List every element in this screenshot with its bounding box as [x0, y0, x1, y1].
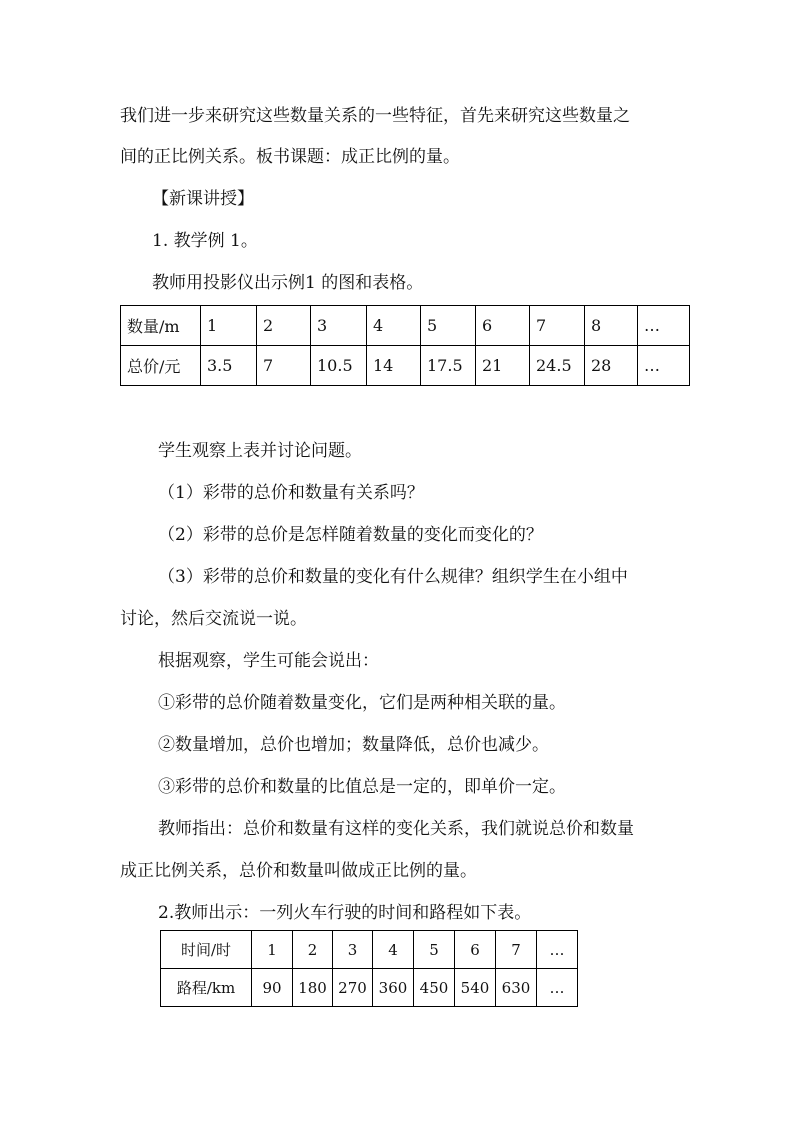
table-cell: 1 — [201, 306, 257, 346]
table-cell: 6 — [476, 306, 530, 346]
table-cell: 90 — [252, 969, 293, 1007]
table-cell: 总价/元 — [121, 346, 201, 386]
time-distance-table — [160, 930, 578, 1007]
table-cell: … — [638, 346, 690, 386]
table-cell: 7 — [496, 931, 537, 969]
table-cell: 14 — [367, 346, 421, 386]
table-cell: 路程/km — [161, 969, 252, 1007]
table-cell: 21 — [476, 346, 530, 386]
answer-1: ①彩带的总价随着数量变化，它们是两种相关联的量。 — [158, 693, 566, 713]
table-cell: 3 — [311, 306, 367, 346]
price-quantity-table — [120, 305, 690, 386]
table-cell: 360 — [373, 969, 414, 1007]
table-cell: 2 — [293, 931, 333, 969]
table-row — [161, 969, 578, 1007]
table-cell: 10.5 — [311, 346, 367, 386]
table-cell: 180 — [293, 969, 333, 1007]
teacher-note-line-1: 教师指出：总价和数量有这样的变化关系，我们就说总价和数量 — [158, 819, 634, 839]
question-2: （2）彩带的总价是怎样随着数量的变化而变化的？ — [158, 525, 543, 545]
question-1: （1）彩带的总价和数量有关系吗？ — [158, 483, 424, 503]
intro-line-1: 我们进一步来研究这些数量关系的一些特征，首先来研究这些数量之 — [120, 106, 630, 126]
table-cell: 3 — [333, 931, 373, 969]
example2-title: 2.教师出示：一列火车行驶的时间和路程如下表。 — [158, 903, 532, 923]
intro-line-2: 间的正比例关系。板书课题：成正比例的量。 — [120, 147, 460, 167]
answer-2: ②数量增加，总价也增加；数量降低，总价也减少。 — [158, 735, 549, 755]
table-cell: 28 — [585, 346, 638, 386]
table-cell: 5 — [414, 931, 455, 969]
table-cell: 540 — [455, 969, 496, 1007]
observe-instruction: 学生观察上表并讨论问题。 — [158, 441, 362, 461]
based-on-observation: 根据观察，学生可能会说出： — [158, 651, 379, 671]
table-cell: 数量/m — [121, 306, 201, 346]
example1-title: 1. 教学例 1。 — [152, 231, 258, 251]
table-cell: 8 — [585, 306, 638, 346]
question-3-line-1: （3）彩带的总价和数量的变化有什么规律？组织学生在小组中 — [158, 567, 628, 587]
table-cell: … — [638, 306, 690, 346]
teacher-note-line-2: 成正比例关系，总价和数量叫做成正比例的量。 — [120, 861, 477, 881]
table-cell: 1 — [252, 931, 293, 969]
example1-description: 教师用投影仪出示例1 的图和表格。 — [152, 273, 424, 293]
table-cell: 7 — [257, 346, 311, 386]
table-cell: 17.5 — [421, 346, 476, 386]
table-cell: 4 — [367, 306, 421, 346]
table-cell: … — [537, 969, 578, 1007]
table-cell: 时间/时 — [161, 931, 252, 969]
table-row — [121, 346, 690, 386]
table-cell: 4 — [373, 931, 414, 969]
table-cell: 3.5 — [201, 346, 257, 386]
section-heading: 【新课讲授】 — [152, 189, 254, 209]
table-cell: 2 — [257, 306, 311, 346]
table-cell: 6 — [455, 931, 496, 969]
question-3-line-2: 讨论，然后交流说一说。 — [120, 609, 307, 629]
answer-3: ③彩带的总价和数量的比值总是一定的，即单价一定。 — [158, 777, 566, 797]
table-row — [121, 306, 690, 346]
table-cell: 5 — [421, 306, 476, 346]
table-cell: 7 — [530, 306, 585, 346]
table-cell: 270 — [333, 969, 373, 1007]
table-row — [161, 931, 578, 969]
table-cell: 630 — [496, 969, 537, 1007]
table-cell: 450 — [414, 969, 455, 1007]
table-cell: … — [537, 931, 578, 969]
table-cell: 24.5 — [530, 346, 585, 386]
